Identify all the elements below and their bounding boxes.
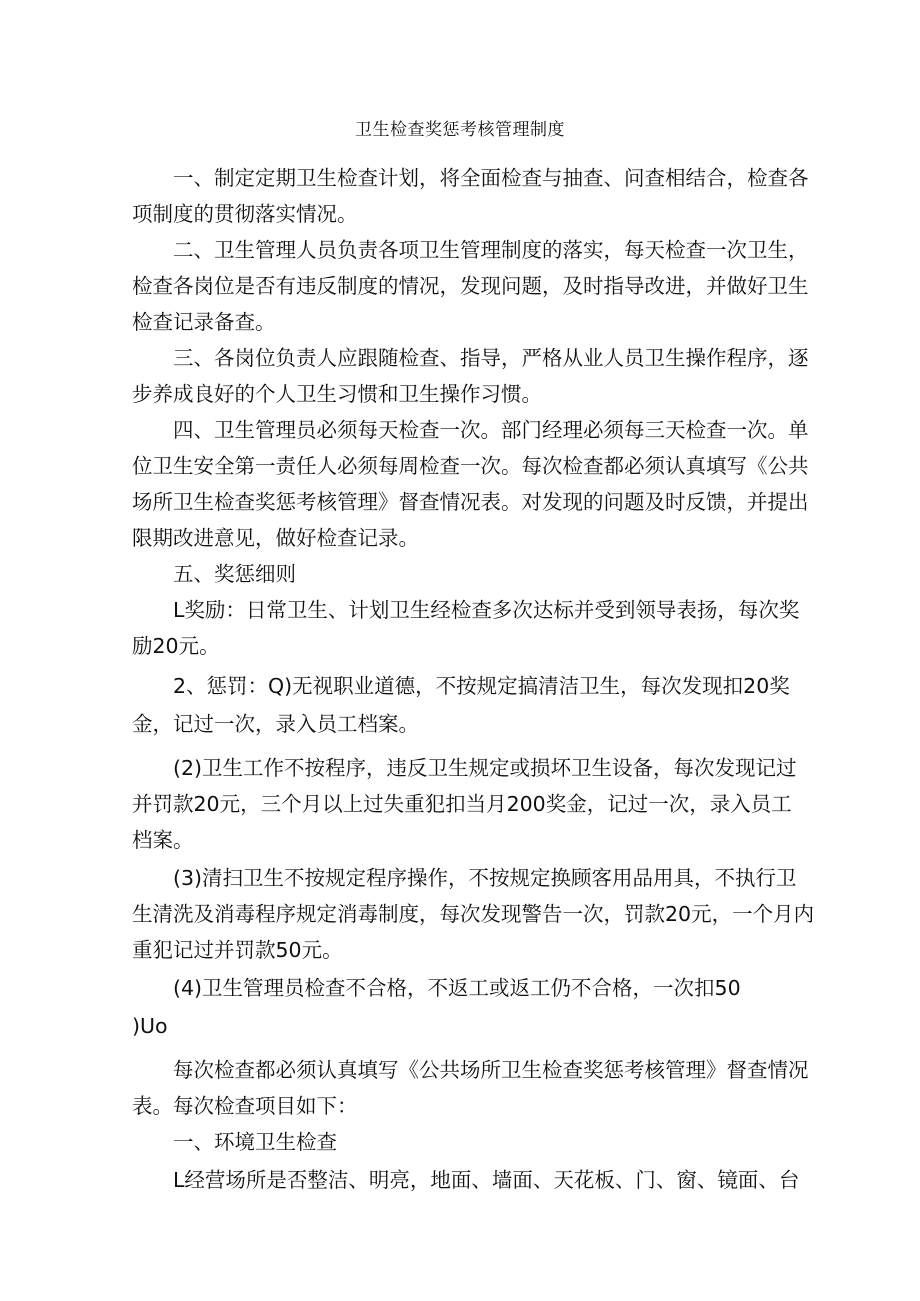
document-title: 卫生检查奖惩考核管理制度 (355, 120, 565, 140)
paragraph-1-line-2: 项制度的贯彻落实情况。 (132, 202, 358, 226)
section-heading-environment: 一、环境卫生检查 (173, 1130, 337, 1154)
penalty-3-line-1: (3)清扫卫生不按规定程序操作，不按规定换顾客用品用具，不执行卫 (173, 866, 797, 890)
penalty-2-line-2: 并罚款20元，三个月以上过失重犯扣当月200奖金，记过一次，录入员工 (132, 792, 792, 816)
environment-line-1: L经营场所是否整洁、明亮，地面、墙面、天花板、门、窗、镜面、台 (173, 1168, 800, 1192)
paragraph-3-line-2: 步养成良好的个人卫生习惯和卫生操作习惯。 (132, 382, 542, 406)
inspection-intro-line-1: 每次检查都必须认真填写《公共场所卫生检查奖惩考核管理》督查情况 (173, 1058, 809, 1082)
paragraph-4-line-4: 限期改进意见，做好检查记录。 (132, 526, 419, 550)
reward-line-1: L奖励：日常卫生、计划卫生经检查多次达标并受到领导表扬，每次奖 (173, 598, 800, 622)
penalty-4-line-2: )Uo (132, 1014, 168, 1038)
paragraph-3-line-1: 三、各岗位负责人应跟随检查、指导，严格从业人员卫生操作程序，逐 (173, 346, 809, 370)
paragraph-2-line-3: 检查记录备查。 (132, 310, 276, 334)
inspection-intro-line-2: 表。每次检查项目如下： (132, 1094, 358, 1118)
paragraph-2-line-1: 二、卫生管理人员负责各项卫生管理制度的落实，每天检查一次卫生， (173, 238, 809, 262)
penalty-2-line-3: 档案。 (132, 828, 194, 852)
paragraph-1-line-1: 一、制定定期卫生检查计划，将全面检查与抽查、问查相结合，检查各 (173, 166, 809, 190)
section-heading-rewards: 五、奖惩细则 (173, 562, 296, 586)
paragraph-4-line-1: 四、卫生管理员必须每天检查一次。部门经理必须每三天检查一次。单 (173, 418, 809, 442)
penalty-1-line-1: 2、惩罚：Q)无视职业道德，不按规定搞清洁卫生，每次发现扣20奖 (173, 674, 790, 698)
penalty-3-line-3: 重犯记过并罚款50元。 (132, 938, 343, 962)
paragraph-4-line-2: 位卫生安全第一责任人必须每周检查一次。每次检查都必须认真填写《公共 (132, 454, 809, 478)
reward-line-2: 励20元。 (132, 634, 220, 658)
penalty-4-line-1: (4)卫生管理员检查不合格，不返工或返工仍不合格，一次扣50 (173, 976, 741, 1000)
paragraph-4-line-3: 场所卫生检查奖惩考核管理》督查情况表。对发现的问题及时反馈，并提出 (132, 490, 809, 514)
penalty-1-line-2: 金，记过一次，录入员工档案。 (132, 712, 419, 736)
penalty-2-line-1: (2)卫生工作不按程序，违反卫生规定或损坏卫生设备，每次发现记过 (173, 756, 797, 780)
paragraph-2-line-2: 检查各岗位是否有违反制度的情况，发现问题，及时指导改进，并做好卫生 (132, 274, 809, 298)
penalty-3-line-2: 生清洗及消毒程序规定消毒制度，每次发现警告一次，罚款20元，一个月内 (132, 902, 815, 926)
